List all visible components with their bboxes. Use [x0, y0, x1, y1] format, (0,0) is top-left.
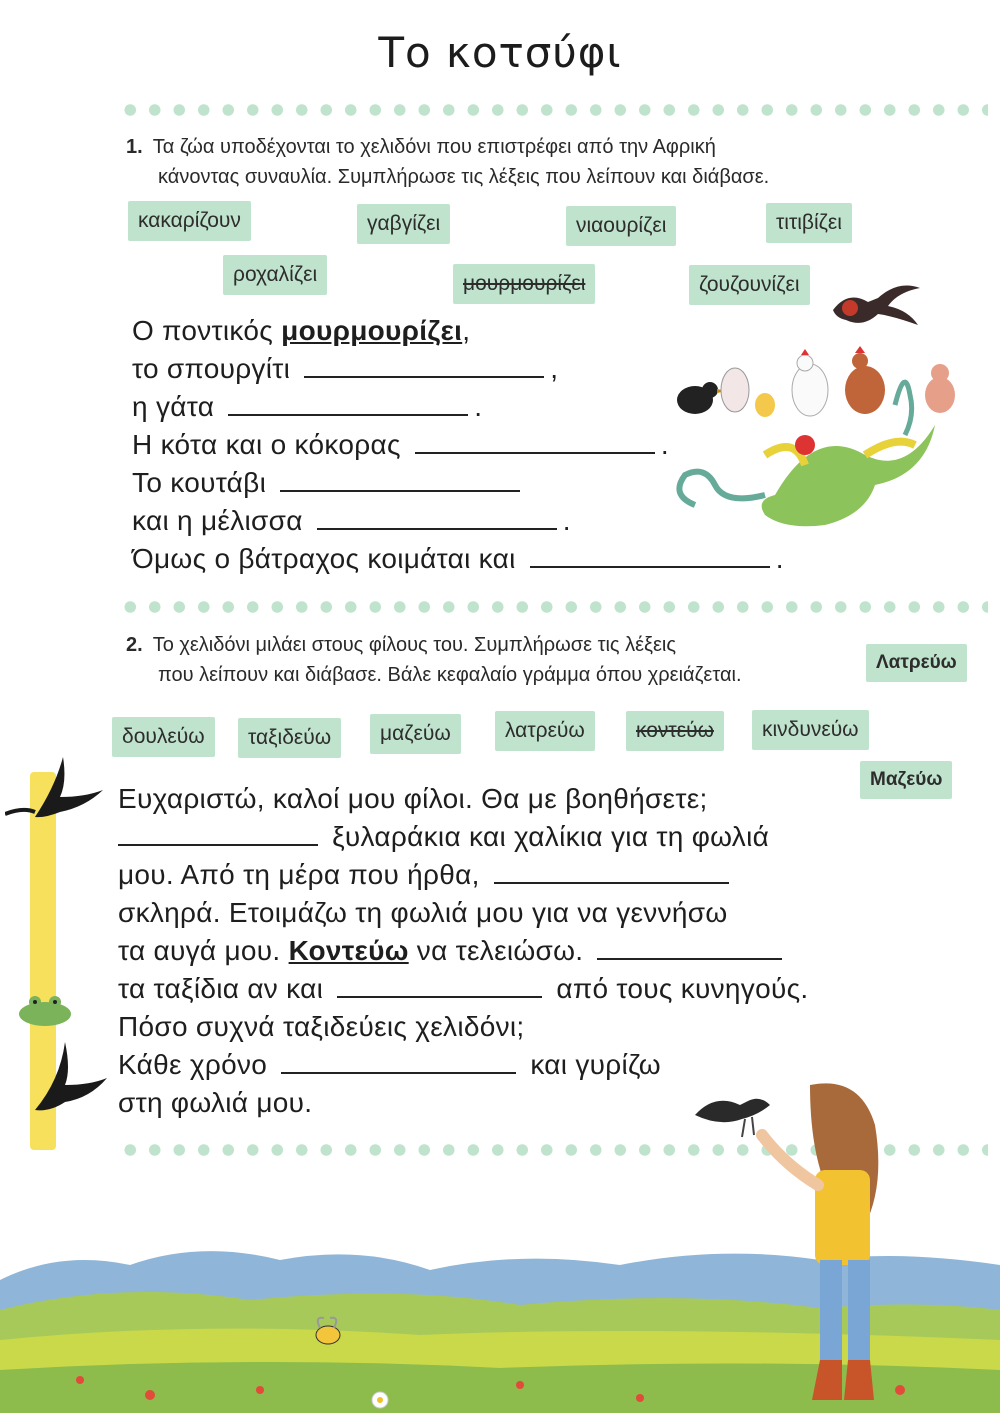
swallow-icon: [5, 752, 105, 822]
line-text: από τους κυνηγούς.: [556, 973, 809, 1004]
answer-blank[interactable]: [530, 542, 770, 568]
answer-blank[interactable]: [597, 934, 782, 960]
exercise-2-line-2: [118, 818, 769, 856]
swallow-icon: [828, 280, 923, 335]
answer-blank[interactable]: [415, 428, 655, 454]
word-chip[interactable]: τιτιβίζει: [766, 203, 852, 243]
line-text: και η μέλισσα: [132, 505, 311, 536]
dotted-divider: [118, 600, 988, 614]
line-text: ξυλαράκια και χαλίκια για τη φωλιά: [332, 821, 770, 852]
line-punct: ,: [550, 353, 559, 384]
answer-blank[interactable]: [337, 972, 542, 998]
line-text: και γυρίζω: [530, 1049, 661, 1080]
word-chip[interactable]: γαβγίζει: [357, 204, 450, 244]
answer-blank[interactable]: [494, 858, 729, 884]
line-punct: .: [775, 543, 784, 574]
exercise-2-line-3: [118, 856, 735, 894]
line-text: Η κότα και ο κόκορας: [132, 429, 409, 460]
filled-answer: Κοντεύω: [288, 935, 409, 966]
exercise-number: 2.: [126, 634, 143, 656]
exercise-2-line-9: [118, 1084, 312, 1122]
exercise-1-line-4: [132, 426, 669, 464]
line-text: Κάθε χρόνο: [118, 1049, 268, 1080]
word-chip[interactable]: νιαουρίζει: [566, 206, 676, 246]
instruction-line: Το χελιδόνι μιλάει στους φίλους του. Συμπλήρωσε τις λέξεις: [152, 634, 676, 656]
word-chip[interactable]: μαζεύω: [370, 714, 461, 754]
line-text: μου. Από τη μέρα που ήρθα,: [118, 859, 480, 890]
page-title: Το κοτσύφι: [378, 28, 622, 77]
line-text: το σπουργίτι: [132, 353, 299, 384]
exercise-1-instruction: [126, 132, 769, 192]
exercise-1-line-5: [132, 464, 526, 502]
exercise-1-line-1: [132, 312, 470, 350]
answer-blank[interactable]: [317, 504, 557, 530]
word-chip-used[interactable]: μουρμουρίζει: [453, 264, 595, 304]
exercise-2-line-7: [118, 1008, 525, 1046]
capital-hint-chip[interactable]: Μαζεύω: [860, 761, 952, 799]
filled-answer: μουρμουρίζει: [281, 315, 463, 346]
exercise-1-line-7: [132, 540, 784, 578]
instruction-line: που λείπουν και διάβασε. Βάλε κεφαλαίο γράμμα όπου χρειάζεται.: [158, 664, 742, 686]
line-text: Πόσο συχνά ταξιδεύεις χελιδόνι;: [118, 1011, 525, 1042]
girl-with-blackbird-illustration: [690, 1075, 890, 1413]
frog-icon: [5, 990, 85, 1030]
exercise-2-line-6: [118, 970, 808, 1008]
animals-illustration: [665, 345, 970, 545]
exercise-2-line-4: [118, 894, 728, 932]
answer-blank[interactable]: [118, 820, 318, 846]
word-chip[interactable]: δουλεύω: [112, 717, 215, 757]
line-text: Το κουτάβι: [132, 467, 275, 498]
word-chip[interactable]: κινδυνεύω: [752, 710, 869, 750]
answer-blank[interactable]: [228, 390, 468, 416]
line-text: Ο ποντικός: [132, 315, 282, 346]
answer-blank[interactable]: [304, 352, 544, 378]
line-text: Όμως ο βάτραχος κοιμάται και: [132, 543, 524, 574]
exercise-2-line-8: [118, 1046, 661, 1084]
answer-blank[interactable]: [281, 1048, 516, 1074]
line-punct: .: [562, 505, 571, 536]
exercise-1-line-3: [132, 388, 482, 426]
dotted-divider: [118, 103, 988, 117]
line-text: Ευχαριστώ, καλοί μου φίλοι. Θα με βοηθήσετε;: [118, 783, 708, 814]
word-chip[interactable]: ταξιδεύω: [238, 718, 341, 758]
exercise-number: 1.: [126, 136, 143, 158]
line-punct: .: [474, 391, 483, 422]
exercise-2-instruction: [126, 630, 742, 690]
word-chip-used[interactable]: κοντεύω: [626, 711, 724, 751]
instruction-line: κάνοντας συναυλία. Συμπλήρωσε τις λέξεις που λείπουν και διάβασε.: [158, 166, 770, 188]
line-punct: .: [660, 429, 669, 460]
line-punct: ,: [462, 315, 471, 346]
answer-blank[interactable]: [280, 466, 520, 492]
line-text: τα ταξίδια αν και: [118, 973, 324, 1004]
word-chip[interactable]: λατρεύω: [495, 711, 595, 751]
exercise-2-line-5: [118, 932, 788, 970]
line-text: στη φωλιά μου.: [118, 1087, 313, 1118]
exercise-2-line-1: [118, 780, 708, 818]
swallow-icon: [15, 1040, 110, 1115]
line-text: σκληρά. Ετοιμάζω τη φωλιά μου για να γεννήσω: [118, 897, 728, 928]
exercise-1-line-6: [132, 502, 571, 540]
line-text: να τελειώσω.: [416, 935, 584, 966]
instruction-line: Τα ζώα υποδέχονται το χελιδόνι που επιστρέφει από την Αφρική: [152, 136, 716, 158]
word-chip[interactable]: ροχαλίζει: [223, 255, 327, 295]
word-chip[interactable]: κακαρίζουν: [128, 201, 251, 241]
line-text: η γάτα: [132, 391, 223, 422]
capital-hint-chip[interactable]: Λατρεύω: [866, 644, 967, 682]
exercise-1-line-2: [132, 350, 558, 388]
line-text: τα αυγά μου.: [118, 935, 281, 966]
word-chip[interactable]: ζουζουνίζει: [689, 265, 810, 305]
